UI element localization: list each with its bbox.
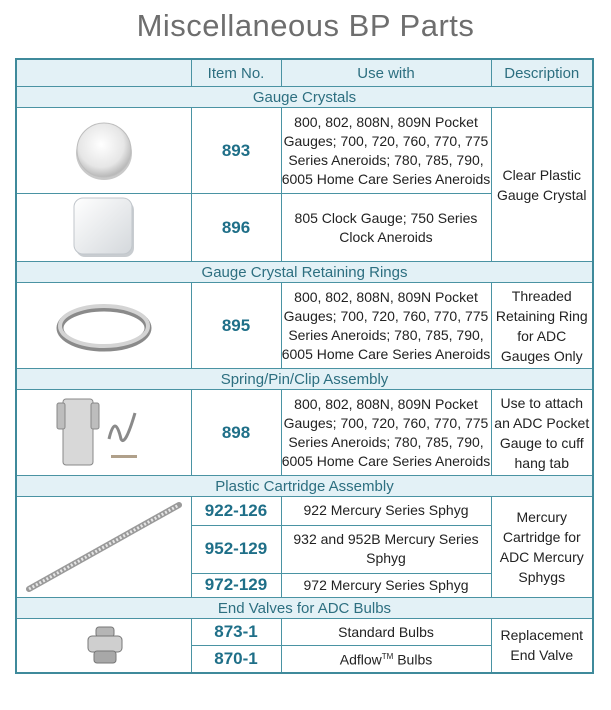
table-row [16,108,593,194]
section-title-gauge-crystals: Gauge Crystals [16,87,593,108]
use-with: 800, 802, 808N, 809N Pocket Gauges; 700, 720, 760, 770, 775 Series Aneroids; 780, 785, 790, 6005 Home Care Series Aneroids [281,390,491,476]
section-row [16,476,593,497]
use-with: Standard Bulbs [281,619,491,646]
section-row [16,598,593,619]
spring-pin-clip-image [16,390,191,476]
item-no: 952-129 [191,525,281,573]
use-with: 800, 802, 808N, 809N Pocket Gauges; 700, 720, 760, 770, 775 Series Aneroids; 780, 785, 790, 6005 Home Care Series Aneroids [281,108,491,194]
mercury-cartridge-image [16,497,191,598]
section-row [16,369,593,390]
section-title-spring-pin-clip: Spring/Pin/Clip Assembly [16,369,593,390]
item-no: 922-126 [191,497,281,526]
header-description: Description [491,59,593,87]
table-row [16,497,593,526]
item-no: 896 [191,194,281,262]
header-item-no: Item No. [191,59,281,87]
item-no: 898 [191,390,281,476]
use-with: 800, 802, 808N, 809N Pocket Gauges; 700, 720, 760, 770, 775 Series Aneroids; 780, 785, 790, 6005 Home Care Series Aneroids [281,283,491,369]
section-title-retaining-rings: Gauge Crystal Retaining Rings [16,262,593,283]
section-row [16,262,593,283]
item-no: 893 [191,108,281,194]
gauge-crystal-round-image [16,108,191,194]
table-row [16,619,593,646]
description: Replacement End Valve [491,619,593,673]
description: Threaded Retaining Ring for ADC Gauges Only [491,283,593,369]
item-no: 972-129 [191,573,281,598]
item-no: 870-1 [191,646,281,673]
use-with: 932 and 952B Mercury Series Sphyg [281,525,491,573]
section-title-end-valves: End Valves for ADC Bulbs [16,598,593,619]
table-row [16,390,593,476]
section-row [16,87,593,108]
item-no: 873-1 [191,619,281,646]
use-with: 922 Mercury Series Sphyg [281,497,491,526]
use-with: 972 Mercury Series Sphyg [281,573,491,598]
header-blank [16,59,191,87]
description: Use to attach an ADC Pocket Gauge to cuff hang tab [491,390,593,476]
page-title: Miscellaneous BP Parts [136,8,475,43]
description: Mercury Cartridge for ADC Mercury Sphygs [491,497,593,598]
use-with: Adflow™ Bulbs [281,646,491,673]
header-row [16,59,593,87]
header-use-with: Use with [281,59,491,87]
use-with: 805 Clock Gauge; 750 Series Clock Aneroids [281,194,491,262]
parts-table [15,58,594,674]
gauge-crystal-square-image [16,194,191,262]
end-valve-image [16,619,191,673]
item-no: 895 [191,283,281,369]
retaining-ring-image [16,283,191,369]
table-row [16,283,593,369]
description: Clear Plastic Gauge Crystal [491,108,593,262]
section-title-plastic-cartridge: Plastic Cartridge Assembly [16,476,593,497]
